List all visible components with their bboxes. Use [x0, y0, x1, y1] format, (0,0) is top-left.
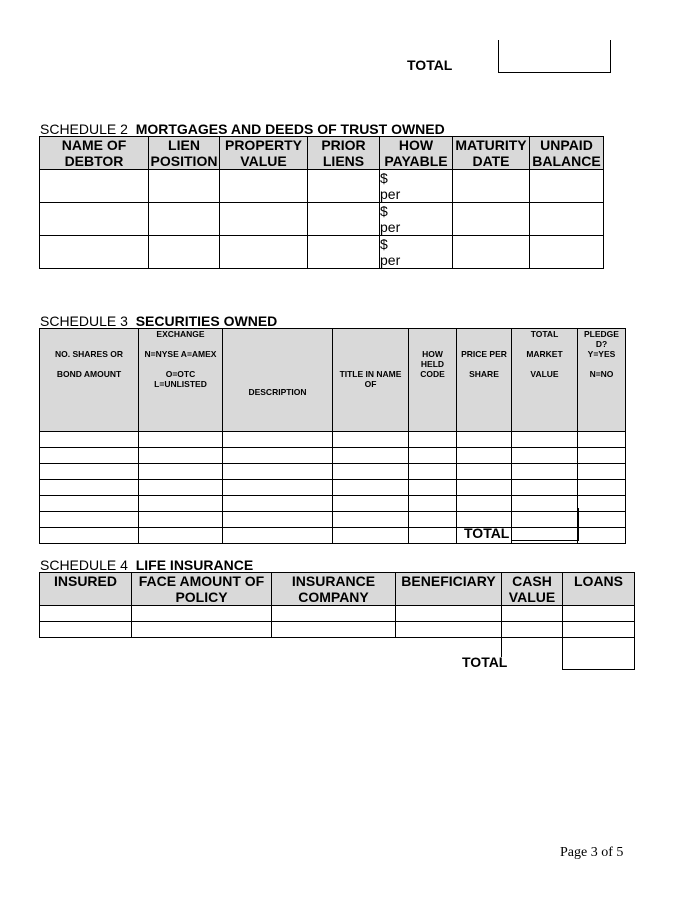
- schedule4-table: [39, 572, 635, 638]
- payable-cell[interactable]: $ per: [380, 236, 453, 269]
- input-cell[interactable]: [578, 528, 626, 544]
- schedule4-header-face-amount: FACE AMOUNT OF POLICY: [132, 573, 272, 606]
- input-cell[interactable]: [40, 480, 139, 496]
- schedule2-header-how-payable: HOW PAYABLE: [380, 137, 453, 170]
- input-cell[interactable]: [308, 236, 380, 269]
- input-cell[interactable]: [40, 236, 149, 269]
- input-cell[interactable]: [40, 432, 139, 448]
- input-cell[interactable]: [139, 512, 223, 528]
- input-cell[interactable]: [139, 480, 223, 496]
- schedule4-header-cash-value: CASH VALUE: [502, 573, 563, 606]
- input-cell[interactable]: [578, 480, 626, 496]
- input-cell[interactable]: [308, 203, 380, 236]
- schedule4-header-insured: INSURED: [40, 573, 132, 606]
- input-cell[interactable]: [333, 512, 409, 528]
- schedule3-heading: SECURITIES OWNED: [135, 313, 278, 329]
- input-cell[interactable]: [132, 606, 272, 622]
- input-cell[interactable]: [333, 480, 409, 496]
- schedule3-header-how-held: HOW HELD CODE: [409, 329, 457, 432]
- schedule2-table: [39, 136, 604, 269]
- schedule2-header-unpaid-balance: UNPAID BALANCE: [530, 137, 604, 170]
- input-cell[interactable]: [149, 236, 220, 269]
- input-cell[interactable]: [563, 622, 635, 638]
- input-cell[interactable]: [409, 432, 457, 448]
- input-cell[interactable]: [139, 448, 223, 464]
- input-cell[interactable]: [530, 203, 604, 236]
- table-row: [40, 480, 626, 496]
- input-cell[interactable]: [453, 236, 530, 269]
- input-cell[interactable]: [40, 606, 132, 622]
- table-row: [40, 622, 635, 638]
- schedule3-header-title-in-name: TITLE IN NAME OF: [333, 329, 409, 432]
- input-cell[interactable]: [333, 496, 409, 512]
- input-cell[interactable]: [409, 496, 457, 512]
- schedule3-total-box[interactable]: [511, 508, 579, 541]
- input-cell[interactable]: [333, 432, 409, 448]
- input-cell[interactable]: [578, 496, 626, 512]
- schedule2-header-property-value: PROPERTY VALUE: [220, 137, 308, 170]
- payable-cell[interactable]: $ per: [380, 170, 453, 203]
- input-cell[interactable]: [223, 432, 333, 448]
- schedule3-number: SCHEDULE 3: [40, 313, 128, 329]
- input-cell[interactable]: [453, 170, 530, 203]
- input-cell[interactable]: [223, 480, 333, 496]
- input-cell[interactable]: [457, 432, 512, 448]
- input-cell[interactable]: [409, 528, 457, 544]
- schedule3-header-total-market-value: TOTAL MARKET VALUE: [512, 329, 578, 432]
- schedule2-header-maturity-date: MATURITY DATE: [453, 137, 530, 170]
- schedule2-header-lien-position: LIEN POSITION: [149, 137, 220, 170]
- input-cell[interactable]: [40, 448, 139, 464]
- input-cell[interactable]: [308, 170, 380, 203]
- input-cell[interactable]: [333, 528, 409, 544]
- schedule3-header-row: [40, 329, 626, 432]
- input-cell[interactable]: [530, 236, 604, 269]
- input-cell[interactable]: [223, 496, 333, 512]
- input-cell[interactable]: [578, 432, 626, 448]
- input-cell[interactable]: [409, 448, 457, 464]
- table-row: [40, 432, 626, 448]
- input-cell[interactable]: [223, 512, 333, 528]
- input-cell[interactable]: [149, 203, 220, 236]
- table-row: [40, 606, 635, 622]
- input-cell[interactable]: [40, 496, 139, 512]
- schedule4-title: [40, 557, 253, 573]
- input-cell[interactable]: [40, 170, 149, 203]
- schedule4-header-row: [40, 573, 635, 606]
- table-row: [40, 448, 626, 464]
- schedule2-header-row: [40, 137, 604, 170]
- page-number: Page 3 of 5: [560, 845, 624, 860]
- schedule3-header-shares: NO. SHARES OR BOND AMOUNT: [40, 329, 139, 432]
- input-cell[interactable]: [409, 464, 457, 480]
- input-cell[interactable]: [457, 448, 512, 464]
- input-cell[interactable]: [139, 528, 223, 544]
- schedule2-header-prior-liens: PRIOR LIENS: [308, 137, 380, 170]
- input-cell[interactable]: [272, 606, 396, 622]
- schedule2-number: SCHEDULE 2: [40, 121, 128, 137]
- input-cell[interactable]: [223, 528, 333, 544]
- input-cell[interactable]: [512, 480, 578, 496]
- schedule3-header-price-per-share: PRICE PER SHARE: [457, 329, 512, 432]
- schedule2-title: [40, 121, 445, 137]
- input-cell[interactable]: [149, 170, 220, 203]
- input-cell[interactable]: [220, 170, 308, 203]
- input-cell[interactable]: [139, 464, 223, 480]
- input-cell[interactable]: [563, 606, 635, 622]
- input-cell[interactable]: [223, 464, 333, 480]
- table-row: [40, 464, 626, 480]
- input-cell[interactable]: [396, 606, 502, 622]
- input-cell[interactable]: [220, 203, 308, 236]
- schedule4-header-beneficiary: BENEFICIARY: [396, 573, 502, 606]
- input-cell[interactable]: [40, 528, 139, 544]
- input-cell[interactable]: [409, 512, 457, 528]
- schedule3-header-description: DESCRIPTION: [223, 329, 333, 432]
- input-cell[interactable]: [502, 606, 563, 622]
- schedule2-heading: MORTGAGES AND DEEDS OF TRUST OWNED: [135, 121, 445, 137]
- input-cell[interactable]: [139, 432, 223, 448]
- schedule4-header-insurance-company: INSURANCE COMPANY: [272, 573, 396, 606]
- input-cell[interactable]: [530, 170, 604, 203]
- input-cell[interactable]: [223, 448, 333, 464]
- schedule3-title: [40, 313, 277, 329]
- top-total-label: TOTAL: [407, 57, 453, 73]
- input-cell[interactable]: [457, 480, 512, 496]
- table-row: [40, 236, 604, 269]
- input-cell[interactable]: [453, 203, 530, 236]
- input-cell[interactable]: [40, 512, 139, 528]
- input-cell[interactable]: [502, 622, 563, 638]
- input-cell[interactable]: [409, 480, 457, 496]
- input-cell[interactable]: [333, 448, 409, 464]
- input-cell[interactable]: [512, 432, 578, 448]
- input-cell[interactable]: [132, 622, 272, 638]
- input-cell[interactable]: [333, 464, 409, 480]
- schedule3-header-exchange: EXCHANGE N=NYSE A=AMEX O=OTC L=UNLISTED: [139, 329, 223, 432]
- input-cell[interactable]: [40, 464, 139, 480]
- input-cell[interactable]: [139, 496, 223, 512]
- table-row: [40, 203, 604, 236]
- input-cell[interactable]: [512, 464, 578, 480]
- schedule4-number: SCHEDULE 4: [40, 557, 128, 573]
- payable-cell[interactable]: $ per: [380, 203, 453, 236]
- schedule2-header-debtor: NAME OF DEBTOR: [40, 137, 149, 170]
- input-cell[interactable]: [457, 464, 512, 480]
- input-cell[interactable]: [578, 464, 626, 480]
- input-cell[interactable]: [40, 203, 149, 236]
- schedule4-total-label: TOTAL: [462, 654, 508, 670]
- schedule4-heading: LIFE INSURANCE: [135, 557, 254, 573]
- input-cell[interactable]: [457, 496, 512, 512]
- schedule4-header-loans: LOANS: [563, 573, 635, 606]
- schedule3-total-label: TOTAL: [464, 525, 510, 541]
- top-total-box[interactable]: [498, 40, 611, 73]
- schedule4-total-box[interactable]: [562, 637, 635, 670]
- input-cell[interactable]: [578, 512, 626, 528]
- input-cell[interactable]: [396, 622, 502, 638]
- input-cell[interactable]: [578, 448, 626, 464]
- schedule3-header-pledged: PLEDGE D? Y=YES N=NO: [578, 329, 626, 432]
- input-cell[interactable]: [512, 448, 578, 464]
- table-row: [40, 170, 604, 203]
- input-cell[interactable]: [40, 622, 132, 638]
- input-cell[interactable]: [220, 236, 308, 269]
- input-cell[interactable]: [272, 622, 396, 638]
